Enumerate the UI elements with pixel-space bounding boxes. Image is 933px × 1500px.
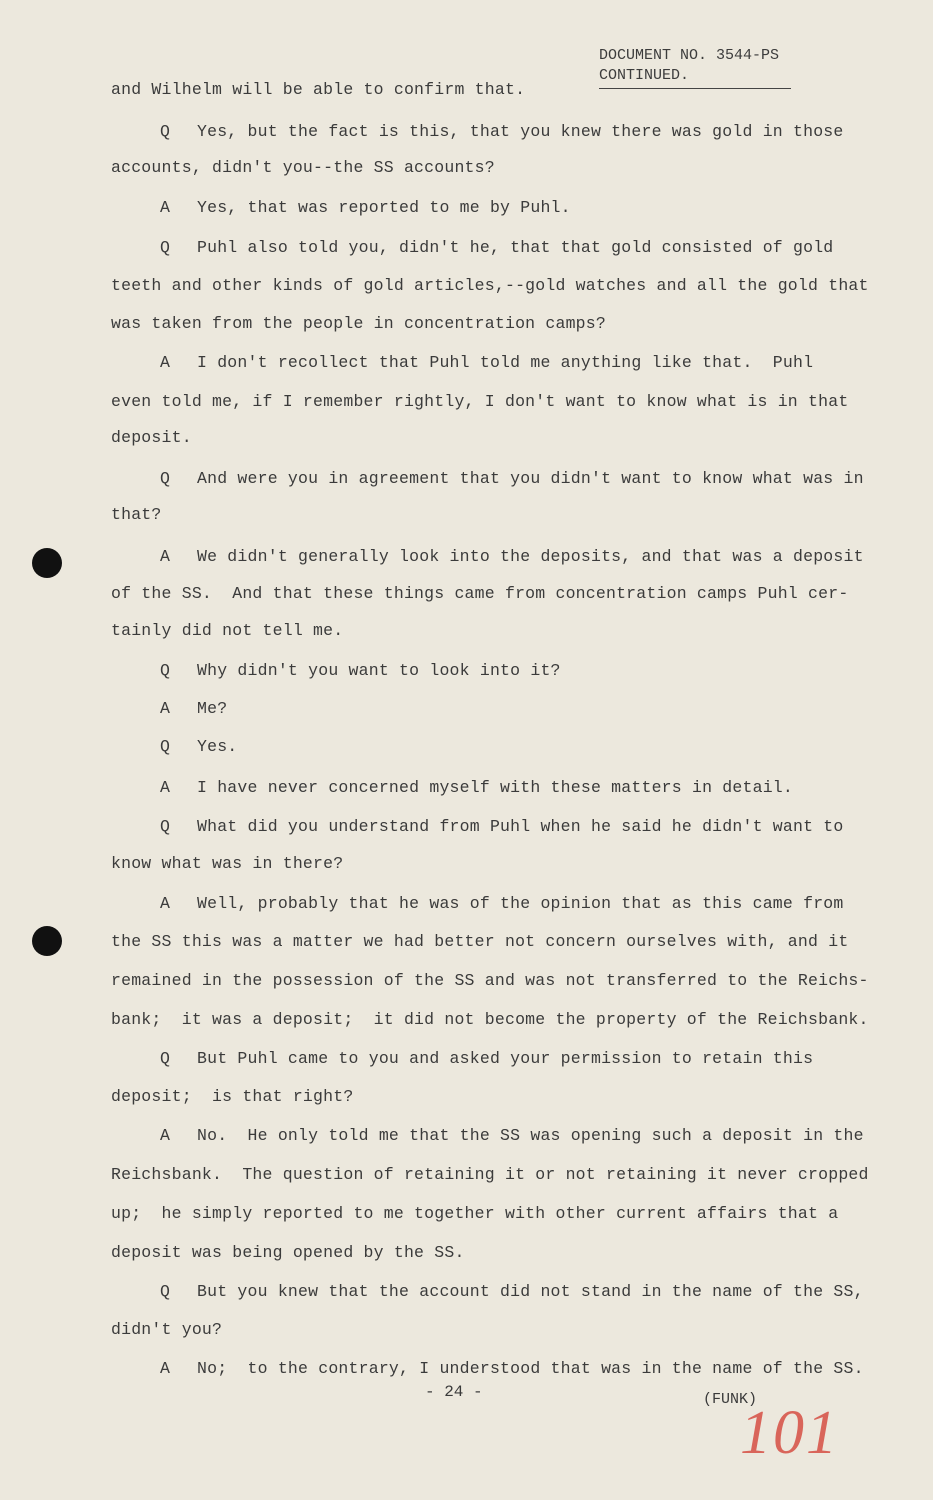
transcript-line: deposit. [111, 428, 192, 447]
answer-marker: A [160, 1359, 171, 1378]
transcript-line: No. He only told me that the SS was opening such a deposit in the [197, 1126, 864, 1145]
answer-marker: A [160, 778, 171, 797]
transcript-line: deposit was being opened by the SS. [111, 1243, 465, 1262]
transcript-line: remained in the possession of the SS and was not transferred to the Reichs- [111, 971, 869, 990]
transcript-line: tainly did not tell me. [111, 621, 344, 640]
transcript-line: deposit; is that right? [111, 1087, 354, 1106]
question-marker: Q [160, 238, 171, 257]
transcript-line: accounts, didn't you--the SS accounts? [111, 158, 495, 177]
question-marker: Q [160, 469, 171, 488]
transcript-line: of the SS. And that these things came from concentration camps Puhl cer- [111, 584, 849, 603]
punch-hole [32, 926, 62, 956]
transcript-line: Puhl also told you, didn't he, that that gold consisted of gold [197, 238, 834, 257]
transcript-line: I have never concerned myself with these matters in detail. [197, 778, 793, 797]
transcript-line: No; to the contrary, I understood that was in the name of the SS. [197, 1359, 864, 1378]
transcript-line: didn't you? [111, 1320, 223, 1339]
question-marker: Q [160, 661, 171, 680]
answer-marker: A [160, 547, 171, 566]
question-marker: Q [160, 1282, 171, 1301]
transcript-line: We didn't generally look into the deposits, and that was a deposit [197, 547, 864, 566]
punch-hole [32, 548, 62, 578]
transcript-line: was taken from the people in concentration camps? [111, 314, 606, 333]
answer-marker: A [160, 198, 171, 217]
transcript-line: What did you understand from Puhl when he said he didn't want to [197, 817, 844, 836]
transcript-line: Yes, but the fact is this, that you knew there was gold in those [197, 122, 844, 141]
question-marker: Q [160, 1049, 171, 1068]
transcript-line: bank; it was a deposit; it did not become the property of the Reichsbank. [111, 1010, 869, 1029]
transcript-line: teeth and other kinds of gold articles,--gold watches and all the gold that [111, 276, 869, 295]
continued-label: CONTINUED. [599, 66, 791, 89]
answer-marker: A [160, 699, 171, 718]
document-header [599, 46, 791, 89]
transcript-line: know what was in there? [111, 854, 344, 873]
transcript-line: the SS this was a matter we had better not concern ourselves with, and it [111, 932, 849, 951]
transcript-line: Why didn't you want to look into it? [197, 661, 561, 680]
transcript-line: And were you in agreement that you didn't want to know what was in [197, 469, 864, 488]
transcript-line: But Puhl came to you and asked your permission to retain this [197, 1049, 814, 1068]
answer-marker: A [160, 1126, 171, 1145]
transcript-line: Yes, that was reported to me by Puhl. [197, 198, 571, 217]
transcript-line: even told me, if I remember rightly, I don't want to know what is in that [111, 392, 849, 411]
transcript-line: that? [111, 505, 162, 524]
transcript-line: Yes. [197, 737, 238, 756]
answer-marker: A [160, 353, 171, 372]
transcript-line: Reichsbank. The question of retaining it or not retaining it never cropped [111, 1165, 869, 1184]
page-number: - 24 - [425, 1383, 483, 1401]
question-marker: Q [160, 122, 171, 141]
question-marker: Q [160, 817, 171, 836]
transcript-line: Me? [197, 699, 228, 718]
document-number: DOCUMENT NO. 3544-PS [599, 47, 780, 64]
answer-marker: A [160, 894, 171, 913]
transcript-line: up; he simply reported to me together with other current affairs that a [111, 1204, 839, 1223]
transcript-line: But you knew that the account did not stand in the name of the SS, [197, 1282, 864, 1301]
transcript-line: Well, probably that he was of the opinion that as this came from [197, 894, 844, 913]
transcript-line: I don't recollect that Puhl told me anything like that. Puhl [197, 353, 814, 372]
transcript-line: and Wilhelm will be able to confirm that. [111, 80, 526, 99]
speaker-label: (FUNK) [703, 1391, 758, 1408]
page-stamp-number: 101 [740, 1399, 839, 1467]
question-marker: Q [160, 737, 171, 756]
